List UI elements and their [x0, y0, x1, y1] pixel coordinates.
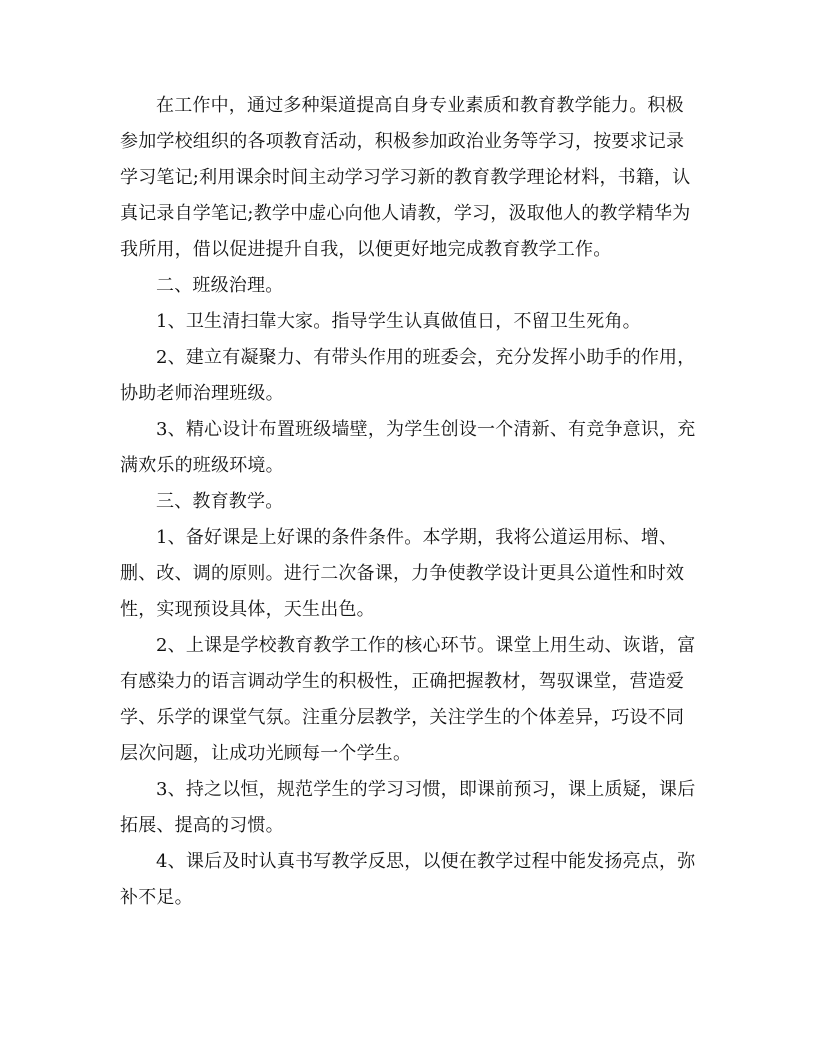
paragraph-teaching-item-3: 3、持之以恒，规范学生的学习习惯，即课前预习，课上质疑，课后拓展、提高的习惯。 [120, 779, 696, 836]
document-body [120, 88, 696, 916]
section-heading-teaching: 三、教育教学。 [156, 491, 284, 512]
paragraph-class-item-1: 1、卫生清扫靠大家。指导学生认真做值日，不留卫生死角。 [156, 311, 641, 332]
section-heading-class-management: 二、班级治理。 [156, 275, 284, 296]
paragraph-class-item-2: 2、建立有凝聚力、有带头作用的班委会，充分发挥小助手的作用，协助老师治理班级。 [120, 347, 696, 404]
paragraph-work-improvement: 在工作中，通过多种渠道提高自身专业素质和教育教学能力。积极参加学校组织的各项教育活动，积极参加政治业务等学习，按要求记录学习笔记;利用课余时间主动学习学习新的教育教学理论材料，书籍，认真记录自学笔记;教学中虚心向他人请教，学习，汲取他人的教学精华为我所用，借以促进提升自我，以便更好地完成教育教学工作。 [120, 95, 691, 260]
paragraph-teaching-item-4: 4、课后及时认真书写教学反思，以便在教学过程中能发扬亮点，弥补不足。 [120, 851, 696, 908]
paragraph-teaching-item-1: 1、备好课是上好课的条件条件。本学期，我将公道运用标、增、删、改、调的原则。进行二次备课，力争使教学设计更具公道性和时效性，实现预设具体，天生出色。 [120, 527, 685, 620]
paragraph-teaching-item-2: 2、上课是学校教育教学工作的核心环节。课堂上用生动、诙谐，富有感染力的语言调动学生的积极性，正确把握教材，驾驭课堂，营造爱学、乐学的课堂气氛。注重分层教学，关注学生的个体差异，巧设不同层次问题，让成功光顾每一个学生。 [120, 635, 696, 764]
paragraph-class-item-3: 3、精心设计布置班级墙壁，为学生创设一个清新、有竞争意识，充满欢乐的班级环境。 [120, 419, 696, 476]
